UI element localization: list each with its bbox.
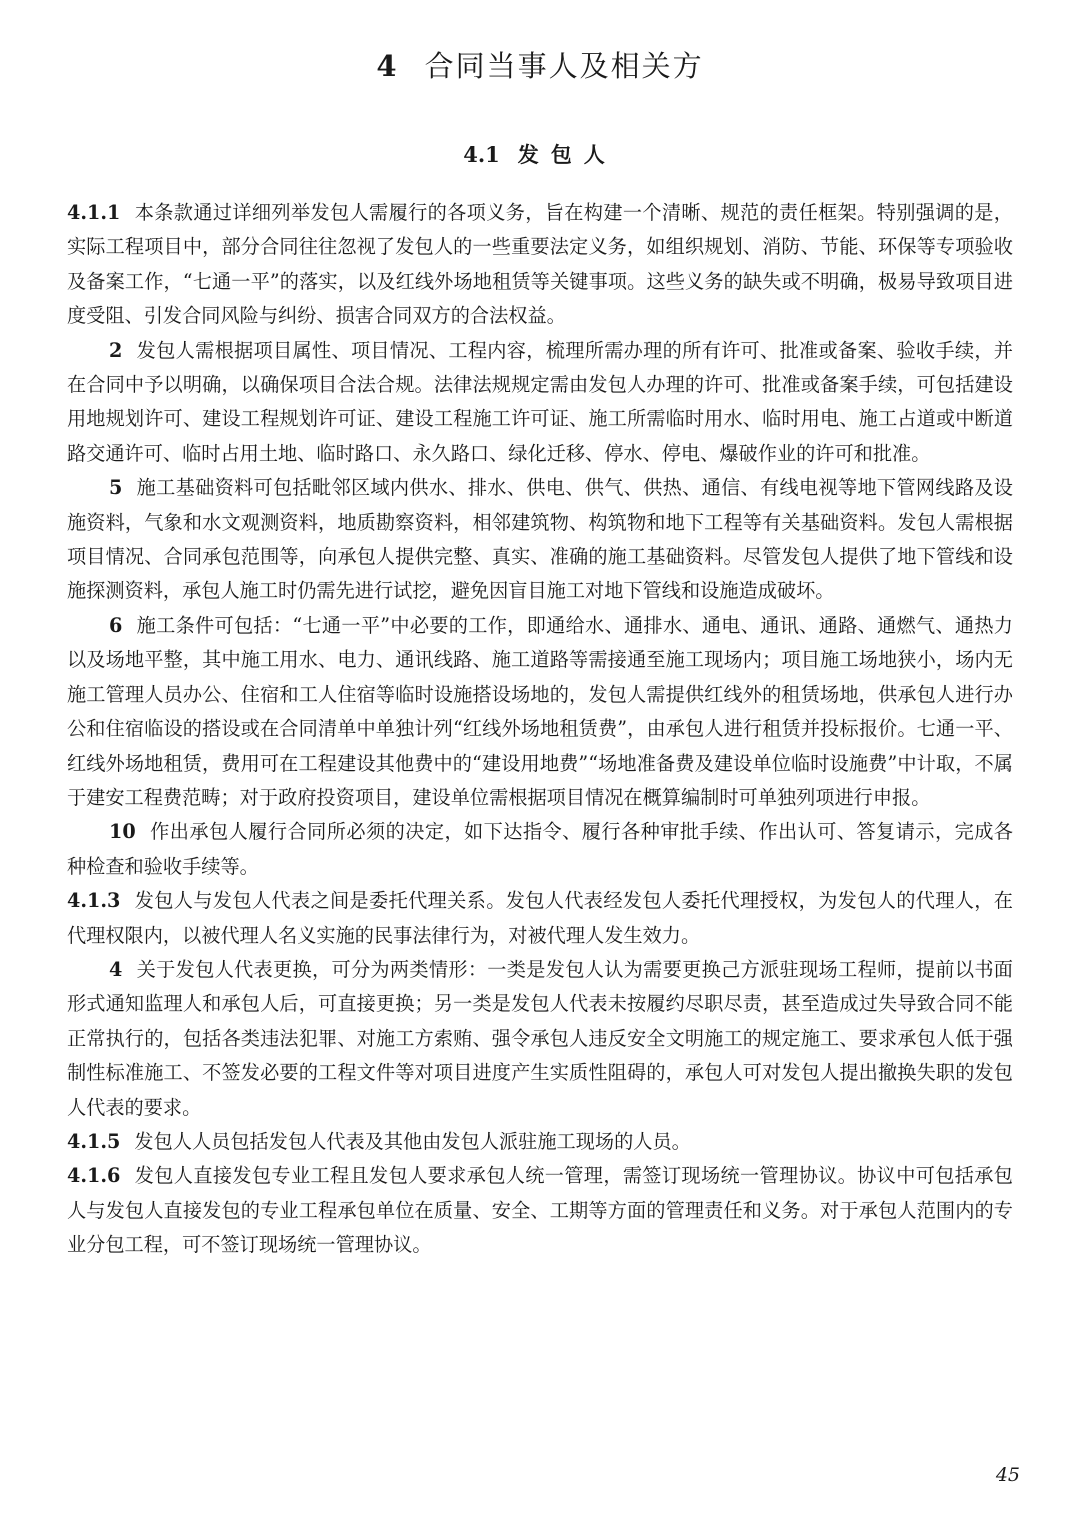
clause-4-1-6 (67, 1159, 1013, 1262)
clause-number: 4.1.1 (67, 201, 121, 224)
item-text: 作出承包人履行合同所必须的决定，如下达指令、履行各种审批手续、作出认可、答复请示，完成各种检查和验收手续等。 (67, 820, 1013, 878)
clause-4-1-3-item-4 (67, 953, 1013, 1125)
item-text: 施工条件可包括：“七通一平”中必要的工作，即通给水、通排水、通电、通讯、通路、通燃气、通热力以及场地平整，其中施工用水、电力、通讯线路、施工道路等需接通至施工现场内；项目施工场地狭小，场内无施工管理人员办公、住宿和工人住宿等临时设施搭设场地的，发包人需提供红线外的租赁场地，供承包人进行办公和住宿临设的搭设或在合同清单中单独计列“红线外场地租赁费”，由承包人进行租赁并投标报价。七通一平、红线外场地租赁，费用可在工程建设其他费中的“建设用地费”“场地准备费及建设单位临时设施费”中计取，不属于建安工程费范畴；对于政府投资项目，建设单位需根据项目情况在概算编制时可单独列项进行申报。 (67, 613, 1013, 809)
chapter-title-text: 合同当事人及相关方 (424, 49, 704, 83)
clause-4-1-1 (67, 196, 1013, 334)
item-number: 6 (109, 613, 123, 637)
clause-4-1-3 (67, 884, 1013, 953)
clause-text: 发包人人员包括发包人代表及其他由发包人派驻施工现场的人员。 (134, 1129, 691, 1153)
item-text: 施工基础资料可包括毗邻区域内供水、排水、供电、供气、供热、通信、有线电视等地下管网线路及设施资料，气象和水文观测资料，地质勘察资料，相邻建筑物、构筑物和地下工程等有关基础资料。发包人需根据项目情况、合同承包范围等，向承包人提供完整、真实、准确的施工基础资料。尽管发包人提供了地下管线和设施探测资料，承包人施工时仍需先进行试挖，避免因盲目施工对地下管线和设施造成破坏。 (67, 476, 1013, 603)
chapter-title (0, 44, 1080, 88)
clause-4-1-1-item-6 (67, 609, 1013, 815)
clause-text: 发包人与发包人代表之间是委托代理关系。发包人代表经发包人委托代理授权，为发包人的代理人，在代理权限内，以被代理人名义实施的民事法律行为，对被代理人发生效力。 (67, 889, 1013, 947)
section-title (0, 138, 1080, 172)
clause-number: 4.1.6 (67, 1164, 121, 1188)
item-text: 关于发包人代表更换，可分为两类情形：一类是发包人认为需要更换己方派驻现场工程师，提前以书面形式通知监理人和承包人后，可直接更换；另一类是发包人代表未按履约尽职尽责，甚至造成过失导致合同不能正常执行的，包括各类违法犯罪、对施工方索贿、强令承包人违反安全文明施工的规定施工、要求承包人低于强制性标准施工、不签发必要的工程文件等对项目进度产生实质性阻碍的，承包人可对发包人提出撤换失职的发包人代表的要求。 (67, 957, 1013, 1119)
item-text: 发包人需根据项目属性、项目情况、工程内容，梳理所需办理的所有许可、批准或备案、验收手续，并在合同中予以明确，以确保项目合法合规。法律法规规定需由发包人办理的许可、批准或备案手续，可包括建设用地规划许可、建设工程规划许可证、建设工程施工许可证、施工所需临时用水、临时用电、施工占道或中断道路交通许可、临时占用土地、临时路口、永久路口、绿化迁移、停水、停电、爆破作业的许可和批准。 (67, 338, 1013, 465)
page-number: 45 (995, 1464, 1020, 1486)
clause-4-1-1-item-10 (67, 815, 1013, 884)
item-number: 5 (109, 476, 123, 500)
clause-4-1-1-item-2 (67, 334, 1013, 472)
clause-4-1-1-item-5 (67, 471, 1013, 609)
body-text (67, 196, 1013, 1263)
item-number: 10 (109, 820, 136, 844)
clause-text: 发包人直接发包专业工程且发包人要求承包人统一管理，需签订现场统一管理协议。协议中可包括承包人与发包人直接发包的专业工程承包单位在质量、安全、工期等方面的管理责任和义务。对于承包人范围内的专业分包工程，可不签订现场统一管理协议。 (67, 1164, 1013, 1257)
clause-4-1-5 (67, 1125, 1013, 1159)
section-number: 4.1 (463, 142, 500, 167)
item-number: 4 (109, 957, 123, 981)
section-title-text: 发包人 (517, 142, 617, 167)
item-number: 2 (109, 338, 123, 362)
clause-number: 4.1.3 (67, 889, 121, 913)
clause-number: 4.1.5 (67, 1129, 121, 1153)
clause-text: 本条款通过详细列举发包人需履行的各项义务，旨在构建一个清晰、规范的责任框架。特别强调的是，实际工程项目中，部分合同往往忽视了发包人的一些重要法定义务，如组织规划、消防、节能、环保等专项验收及备案工作，“七通一平”的落实，以及红线外场地租赁等关键事项。这些义务的缺失或不明确，极易导致项目进度受阻、引发合同风险与纠纷、损害合同双方的合法权益。 (67, 201, 1013, 328)
chapter-number: 4 (376, 49, 399, 83)
